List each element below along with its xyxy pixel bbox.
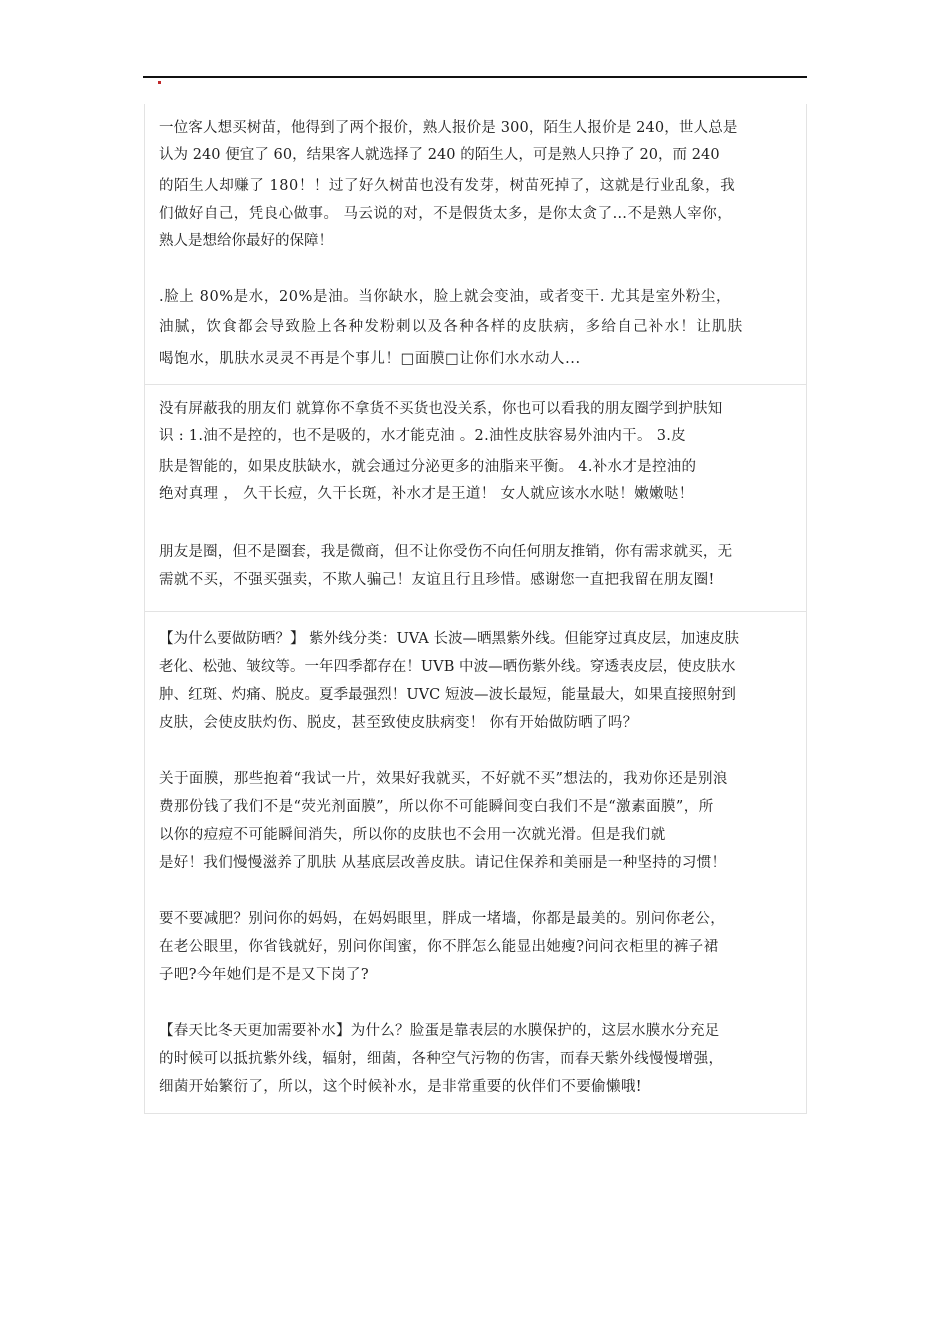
text-line: 皮肤，会使皮肤灼伤、脱皮，甚至致使皮肤病变！ 你有开始做防晒了吗？: [159, 715, 638, 731]
text-line: 【春天比冬天更加需要补水】为什么？脸蛋是靠表层的水膜保护的，这层水膜水分充足: [159, 1023, 720, 1039]
text-line: 老化、松弛、皱纹等。一年四季都存在！UVB 中波—晒伤紫外线。穿透表皮层，使皮肤水: [159, 659, 736, 675]
text-line: 要不要减肥？别问你的妈妈，在妈妈眼里，胖成一堵墙，你都是最美的。别问你老公，: [159, 911, 726, 927]
post-block-2: [145, 384, 806, 612]
text-line: 认为 240 便宜了 60，结果客人就选择了 240 的陌生人，可是熟人只挣了 20，而 240: [159, 147, 720, 163]
text-line: 关于面膜，那些抱着“我试一片，效果好我就买，不好就不买”想法的，我劝你还是别浪: [159, 771, 728, 787]
text-line: 以你的痘痘不可能瞬间消失，所以你的皮肤也不会用一次就光滑。但是我们就: [159, 827, 666, 843]
text-line: 肤是智能的，如果皮肤缺水，就会通过分泌更多的油脂来平衡。 4.补水才是控油的: [159, 459, 697, 475]
post-block-1: [145, 104, 806, 384]
text-line: 油腻，饮食都会导致脸上各种发粉刺以及各种各样的皮肤病，多给自己补水！让肌肤: [159, 319, 744, 335]
text-line: 在老公眼里，你省钱就好，别问你闺蜜，你不胖怎么能显出她瘦?问问衣柜里的裤子裙: [159, 939, 719, 955]
text-line: 绝对真理 ， 久干长痘，久干长斑，补水才是王道！ 女人就应该水水哒！嫩嫩哒！: [159, 486, 694, 502]
red-dot-mark: [158, 81, 161, 84]
text-line: 的陌生人却赚了 180！！过了好久树苗也没有发芽，树苗死掉了，这就是行业乱象，我: [159, 178, 736, 194]
text-line: 的时候可以抵抗紫外线，辐射，细菌，各种空气污物的伤害，而春天紫外线慢慢增强，: [159, 1051, 724, 1067]
post-content: [144, 104, 807, 1114]
post-block-3: [145, 611, 806, 1114]
header-rule: [143, 76, 807, 78]
text-line: .脸上 80%是水，20%是油。当你缺水，脸上就会变油，或者变干. 尤其是室外粉尘，: [159, 289, 732, 305]
text-line: 熟人是想给你最好的保障！: [159, 233, 333, 249]
text-line: 细菌开始繁衍了，所以，这个时候补水，是非常重要的伙伴们不要偷懒哦!: [159, 1079, 643, 1095]
text-line: 费那份钱了我们不是“荧光剂面膜”，所以你不可能瞬间变白我们不是“激素面膜”，所: [159, 799, 714, 815]
text-line: 朋友是圈，但不是圈套，我是微商，但不让你受伤不向任何朋友推销，你有需求就买，无: [159, 544, 733, 560]
text-line: 是好！我们慢慢滋养了肌肤 从基底层改善皮肤。请记住保养和美丽是一种坚持的习惯！: [159, 855, 727, 871]
text-line: 一位客人想买树苗，他得到了两个报价，熟人报价是 300，陌生人报价是 240，世人总是: [159, 120, 738, 136]
text-line: 肿、红斑、灼痛、脱皮。夏季最强烈！UVC 短波—波长最短，能量最大，如果直接照射到: [159, 687, 736, 703]
text-line: 子吧?今年她们是不是又下岗了?: [159, 967, 370, 983]
text-line: 喝饱水，肌肤水灵灵不再是个事儿！□面膜□让你们水水动人...: [159, 351, 581, 367]
text-line: 识 : 1.油不是控的，也不是吸的，水才能克油 。2.油性皮肤容易外油内干。 3.皮: [159, 428, 686, 444]
text-line: 【为什么要做防晒？】 紫外线分类：UVA 长波—晒黑紫外线。但能穿过真皮层，加速皮肤: [159, 631, 739, 647]
text-line: 需就不买，不强买强卖，不欺人骗己！友谊且行且珍惜。感谢您一直把我留在朋友圈!: [159, 572, 715, 588]
text-line: 们做好自己，凭良心做事。 马云说的对，不是假货太多，是你太贪了…不是熟人宰你，: [159, 206, 733, 222]
text-line: 没有屏蔽我的朋友们 就算你不拿货不买货也没关系，你也可以看我的朋友圈学到护肤知: [159, 401, 723, 417]
